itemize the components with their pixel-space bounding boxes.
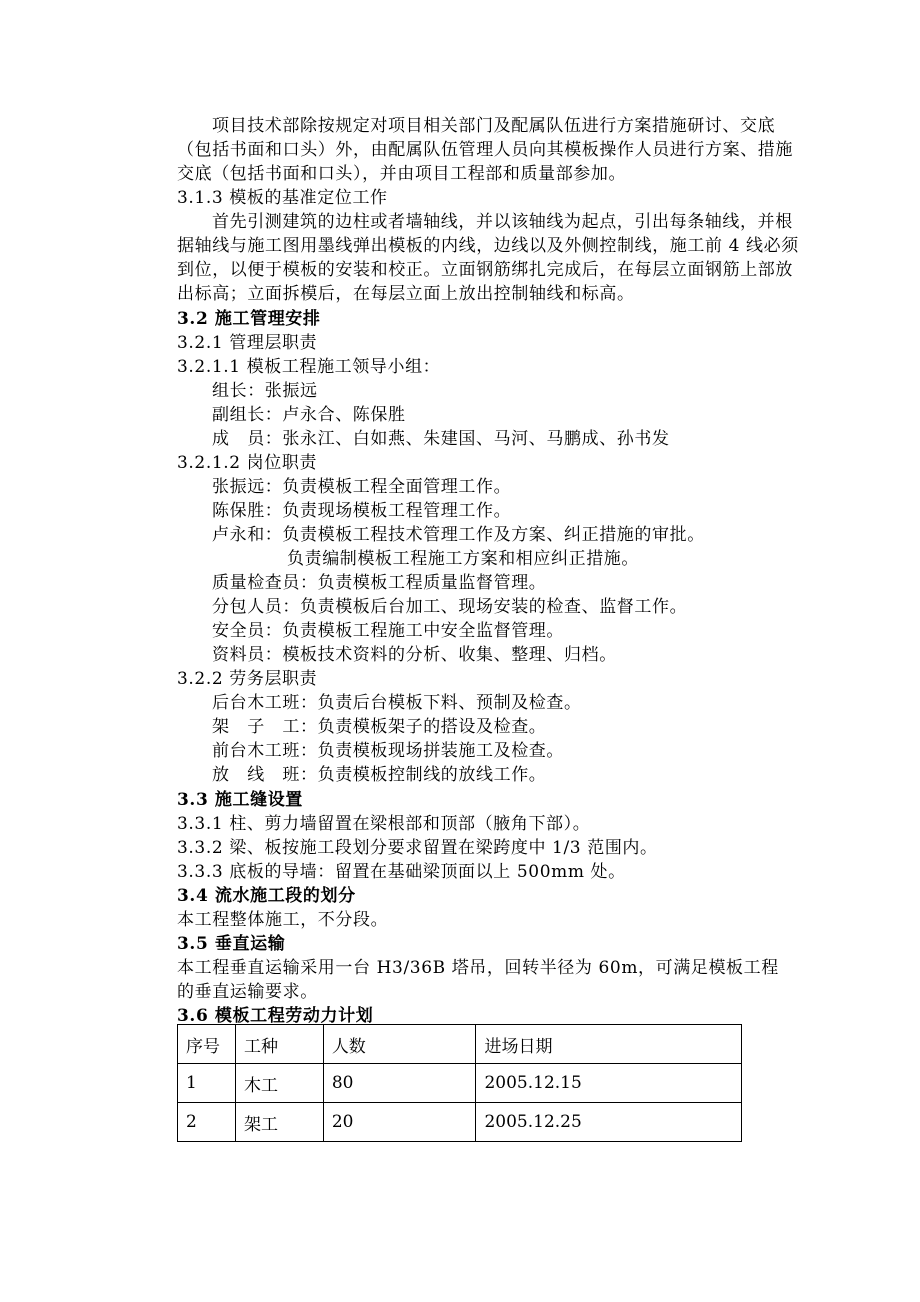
labor-label: 放 线 班： <box>212 765 318 785</box>
group-leader: 组长：张振远 <box>212 381 318 401</box>
labor-text: 负责模板架子的搭设及检查。 <box>317 717 547 737</box>
duty-text: 负责现场模板工程管理工作。 <box>282 501 512 521</box>
duty-chen <box>212 501 511 521</box>
body-text-line: 到位，以便于模板的安装和校正。立面钢筋绑扎完成后，在每层立面钢筋上部放 <box>177 260 793 280</box>
labor-plan-table <box>177 1024 742 1142</box>
body-text-line: 出标高；立面拆模后，在每层立面上放出控制轴线和标高。 <box>177 284 635 304</box>
body-text-line: 本工程垂直运输采用一台 H3/36B 塔吊，回转半径为 60m，可满足模板工程 <box>177 958 779 978</box>
table-header-cell: 进场日期 <box>476 1025 742 1064</box>
table-cell: 架工 <box>235 1103 323 1142</box>
table-header-cell: 工种 <box>235 1025 323 1064</box>
labor-text: 负责模板现场拼装施工及检查。 <box>317 741 565 761</box>
duty-zhang <box>212 477 511 497</box>
duty-lu-continued: 负责编制模板工程施工方案和相应纠正措施。 <box>287 549 639 569</box>
duty-label: 质量检查员： <box>212 573 318 593</box>
duty-lu <box>212 525 705 545</box>
duty-text: 负责模板工程施工中安全监督管理。 <box>282 621 565 641</box>
labor-back-carpentry <box>212 693 582 713</box>
duty-text: 负责模板工程技术管理工作及方案、纠正措施的审批。 <box>282 525 705 545</box>
body-text-line: 据轴线与施工图用墨线弹出模板的内线，边线以及外侧控制线，施工前 4 线必须 <box>177 236 799 256</box>
labor-text: 负责模板控制线的放线工作。 <box>317 765 547 785</box>
joint-item: 3.3.1 柱、剪力墙留置在梁根部和顶部（腋角下部）。 <box>177 814 591 834</box>
duty-text: 负责模板工程全面管理工作。 <box>282 477 512 497</box>
labor-label: 架 子 工： <box>212 717 318 737</box>
table-header-cell: 人数 <box>323 1025 476 1064</box>
duty-label: 分包人员： <box>212 597 300 617</box>
body-text-line: （包括书面和口头）外，由配属队伍管理人员向其模板操作人员进行方案、措施 <box>177 140 793 160</box>
joint-item: 3.3.2 梁、板按施工段划分要求留置在梁跨度中 1/3 范围内。 <box>177 838 658 858</box>
labor-text: 负责后台模板下料、预制及检查。 <box>317 693 582 713</box>
section-heading-3-4: 3.4 流水施工段的划分 <box>177 886 356 906</box>
labor-label: 后台木工班： <box>212 693 318 713</box>
duty-label: 安全员： <box>212 621 283 641</box>
subsection-heading-3-2-1: 3.2.1 管理层职责 <box>177 333 318 353</box>
table-cell: 2 <box>178 1103 236 1142</box>
table-cell: 2005.12.15 <box>476 1064 742 1103</box>
section-heading-3-3: 3.3 施工缝设置 <box>177 790 303 810</box>
table-cell: 木工 <box>235 1064 323 1103</box>
joint-item: 3.3.3 底板的导墙：留置在基础梁顶面以上 500mm 处。 <box>177 862 626 882</box>
labor-layout-crew <box>212 765 546 785</box>
table-row <box>178 1064 742 1103</box>
labor-scaffolding <box>212 717 546 737</box>
duty-document-officer <box>212 645 617 665</box>
subsection-heading-3-2-2: 3.2.2 劳务层职责 <box>177 669 318 689</box>
section-heading-3-5: 3.5 垂直运输 <box>177 934 286 954</box>
table-cell: 80 <box>323 1064 476 1103</box>
table-cell: 1 <box>178 1064 236 1103</box>
duty-label: 卢永和： <box>212 525 283 545</box>
body-text-line: 交底（包括书面和口头），并由项目工程部和质量部参加。 <box>177 164 627 184</box>
body-text-line: 项目技术部除按规定对项目相关部门及配属队伍进行方案措施研讨、交底 <box>212 116 776 136</box>
labor-label: 前台木工班： <box>212 741 318 761</box>
table-header-cell: 序号 <box>178 1025 236 1064</box>
section-heading-3-2: 3.2 施工管理安排 <box>177 309 321 329</box>
duty-label: 资料员： <box>212 645 283 665</box>
subsection-heading-3-2-1-1: 3.2.1.1 模板工程施工领导小组： <box>177 357 441 377</box>
duty-subcontractor <box>212 597 687 617</box>
group-vice-leader: 副组长：卢永合、陈保胜 <box>212 405 406 425</box>
duty-text: 负责模板后台加工、现场安装的检查、监督工作。 <box>300 597 688 617</box>
section-heading-3-6: 3.6 模板工程劳动力计划 <box>177 1006 374 1026</box>
body-text-line: 首先引测建筑的边柱或者墙轴线，并以该轴线为起点，引出每条轴线，并根 <box>212 212 793 232</box>
duty-label: 张振远： <box>212 477 283 497</box>
duty-safety-officer <box>212 621 564 641</box>
members-names: 张永江、白如燕、朱建国、马河、马鹏成、孙书发 <box>282 429 670 449</box>
duty-label: 陈保胜： <box>212 501 283 521</box>
duty-text: 负责模板工程质量监督管理。 <box>317 573 547 593</box>
body-text-line: 本工程整体施工，不分段。 <box>177 910 389 930</box>
table-row <box>178 1103 742 1142</box>
duty-quality-inspector <box>212 573 546 593</box>
members-label: 成 员： <box>212 429 283 449</box>
duty-text: 模板技术资料的分析、收集、整理、归档。 <box>282 645 617 665</box>
subsection-heading-3-1-3: 3.1.3 模板的基准定位工作 <box>177 188 388 208</box>
body-text-line: 的垂直运输要求。 <box>177 982 318 1002</box>
table-cell: 20 <box>323 1103 476 1142</box>
table-header-row <box>178 1025 742 1064</box>
subsection-heading-3-2-1-2: 3.2.1.2 岗位职责 <box>177 453 318 473</box>
group-members <box>212 429 670 449</box>
labor-front-carpentry <box>212 741 564 761</box>
table-cell: 2005.12.25 <box>476 1103 742 1142</box>
